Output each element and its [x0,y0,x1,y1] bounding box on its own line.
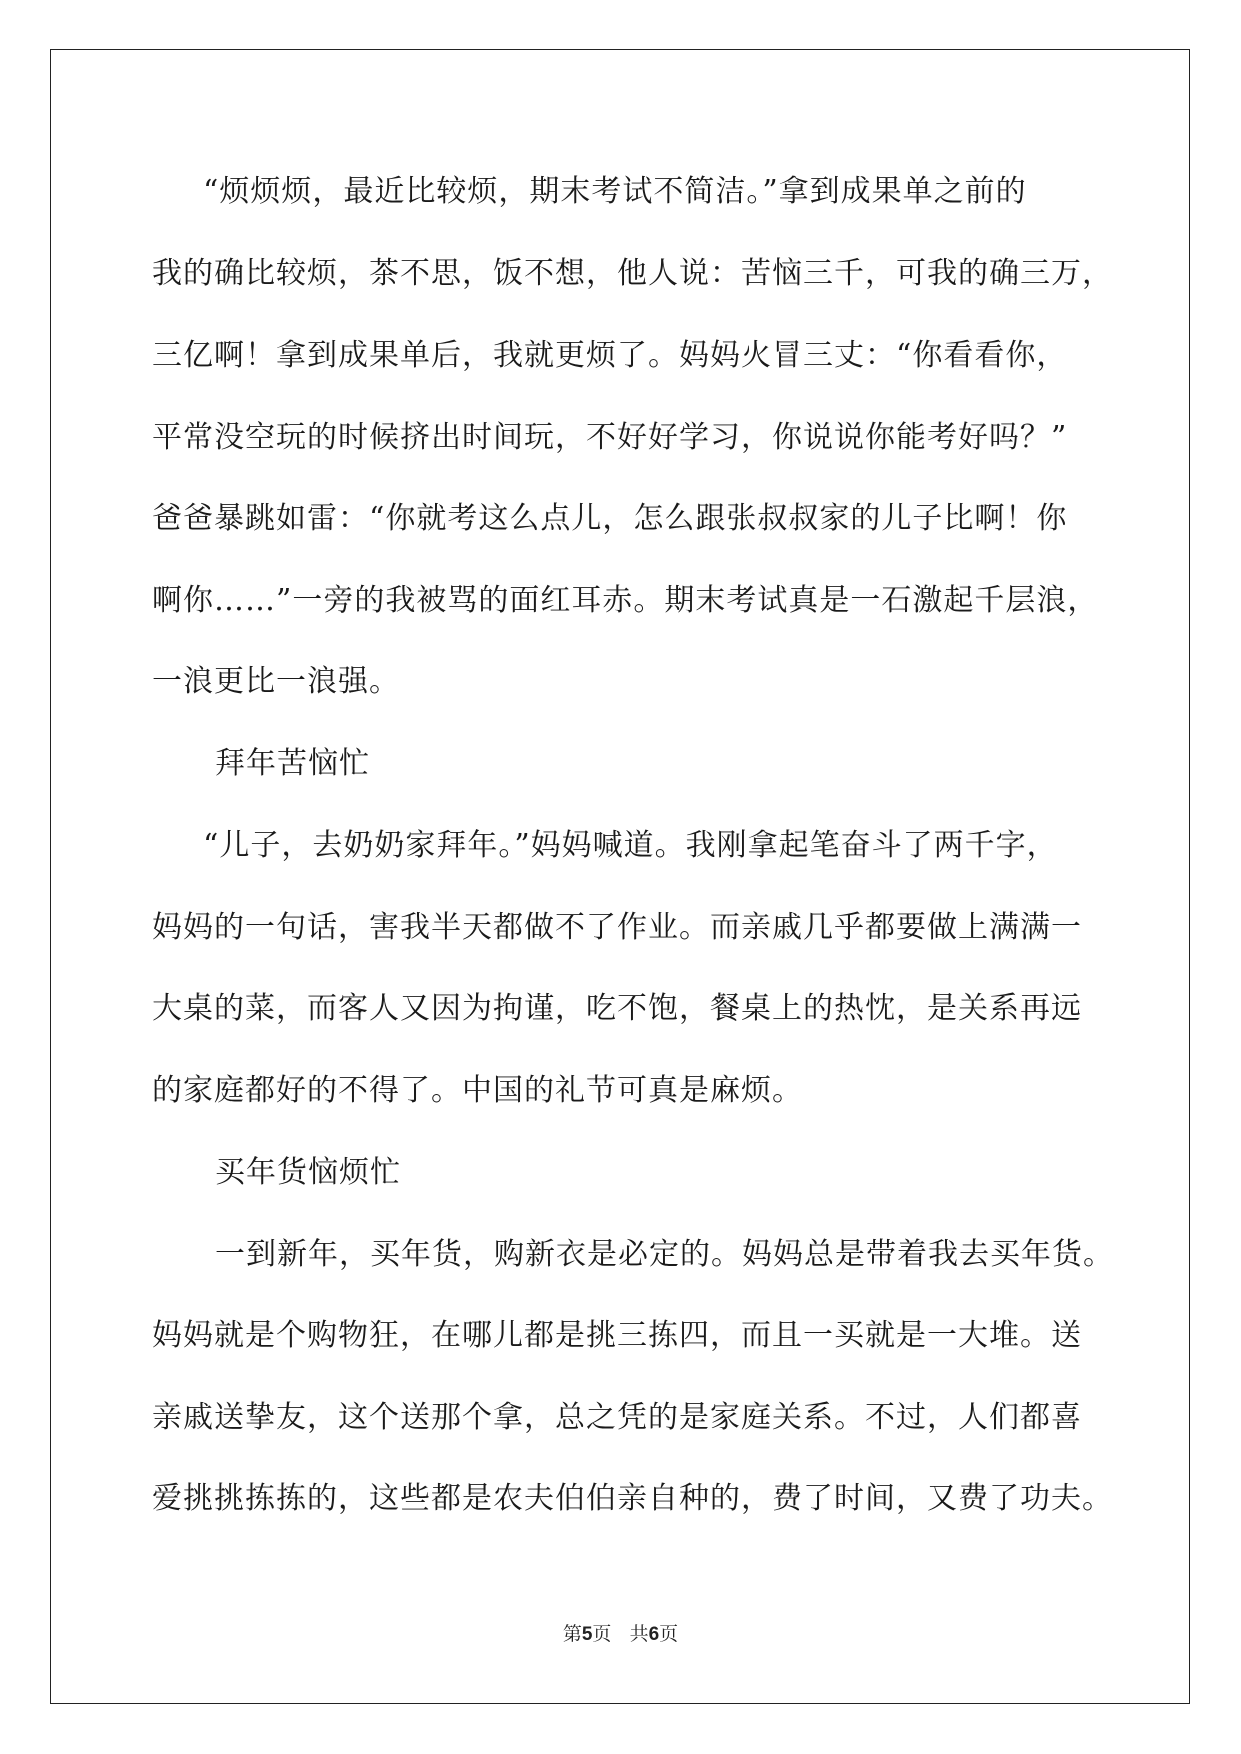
text-line-14: 一到新年，买年货，购新衣是必定的。妈妈总是带着我去买年货。 [215,1237,1114,1272]
total-pages-prefix: 共 [629,1623,649,1645]
text-line-1: “烦烦烦，最近比较烦，期末考试不简洁。”拿到成果单之前的 [203,174,1027,209]
text-line-10: 妈妈的一句话，害我半天都做不了作业。而亲戚几乎都要做上满满一 [152,910,1082,945]
text-line-3: 三亿啊！拿到成果单后，我就更烦了。妈妈火冒三丈：“你看看你， [152,338,1068,373]
text-line-16: 亲戚送挚友，这个送那个拿，总之凭的是家庭关系。不过，人们都喜 [152,1400,1082,1435]
page-number-prefix: 第 [562,1623,582,1645]
text-line-6: 啊你……”一旁的我被骂的面红耳赤。期末考试真是一石激起千层浪， [152,583,1099,618]
total-pages-suffix: 页 [659,1623,679,1645]
text-line-17: 爱挑挑拣拣的，这些都是农夫伯伯亲自种的，费了时间，又费了功夫。 [152,1481,1113,1516]
text-line-11: 大桌的菜，而客人又因为拘谨，吃不饱，餐桌上的热忱，是关系再远 [152,991,1082,1026]
text-line-7: 一浪更比一浪强。 [152,664,400,699]
current-page-number: 5 [581,1624,593,1645]
page-number-suffix: 页 [592,1623,612,1645]
text-line-5: 爸爸暴跳如雷：“你就考这么点儿，怎么跟张叔叔家的儿子比啊！你 [152,501,1068,536]
total-pages-number: 6 [648,1624,660,1645]
text-line-12: 的家庭都好的不得了。中国的礼节可真是麻烦。 [152,1073,803,1108]
text-line-4: 平常没空玩的时候挤出时间玩，不好好学习，你说说你能考好吗？” [152,420,1068,455]
text-line-2: 我的确比较烦，茶不思，饭不想，他人说：苦恼三千，可我的确三万， [152,256,1113,291]
page-footer [0,1622,1241,1647]
text-line-9: “儿子，去奶奶家拜年。”妈妈喊道。我刚拿起笔奋斗了两千字， [203,828,1058,863]
section-heading-nianhuo: 买年货恼烦忙 [215,1155,401,1190]
section-heading-bainian: 拜年苦恼忙 [215,746,370,781]
text-line-15: 妈妈就是个购物狂，在哪儿都是挑三拣四，而且一买就是一大堆。送 [152,1318,1082,1353]
page-border [50,49,1190,1704]
